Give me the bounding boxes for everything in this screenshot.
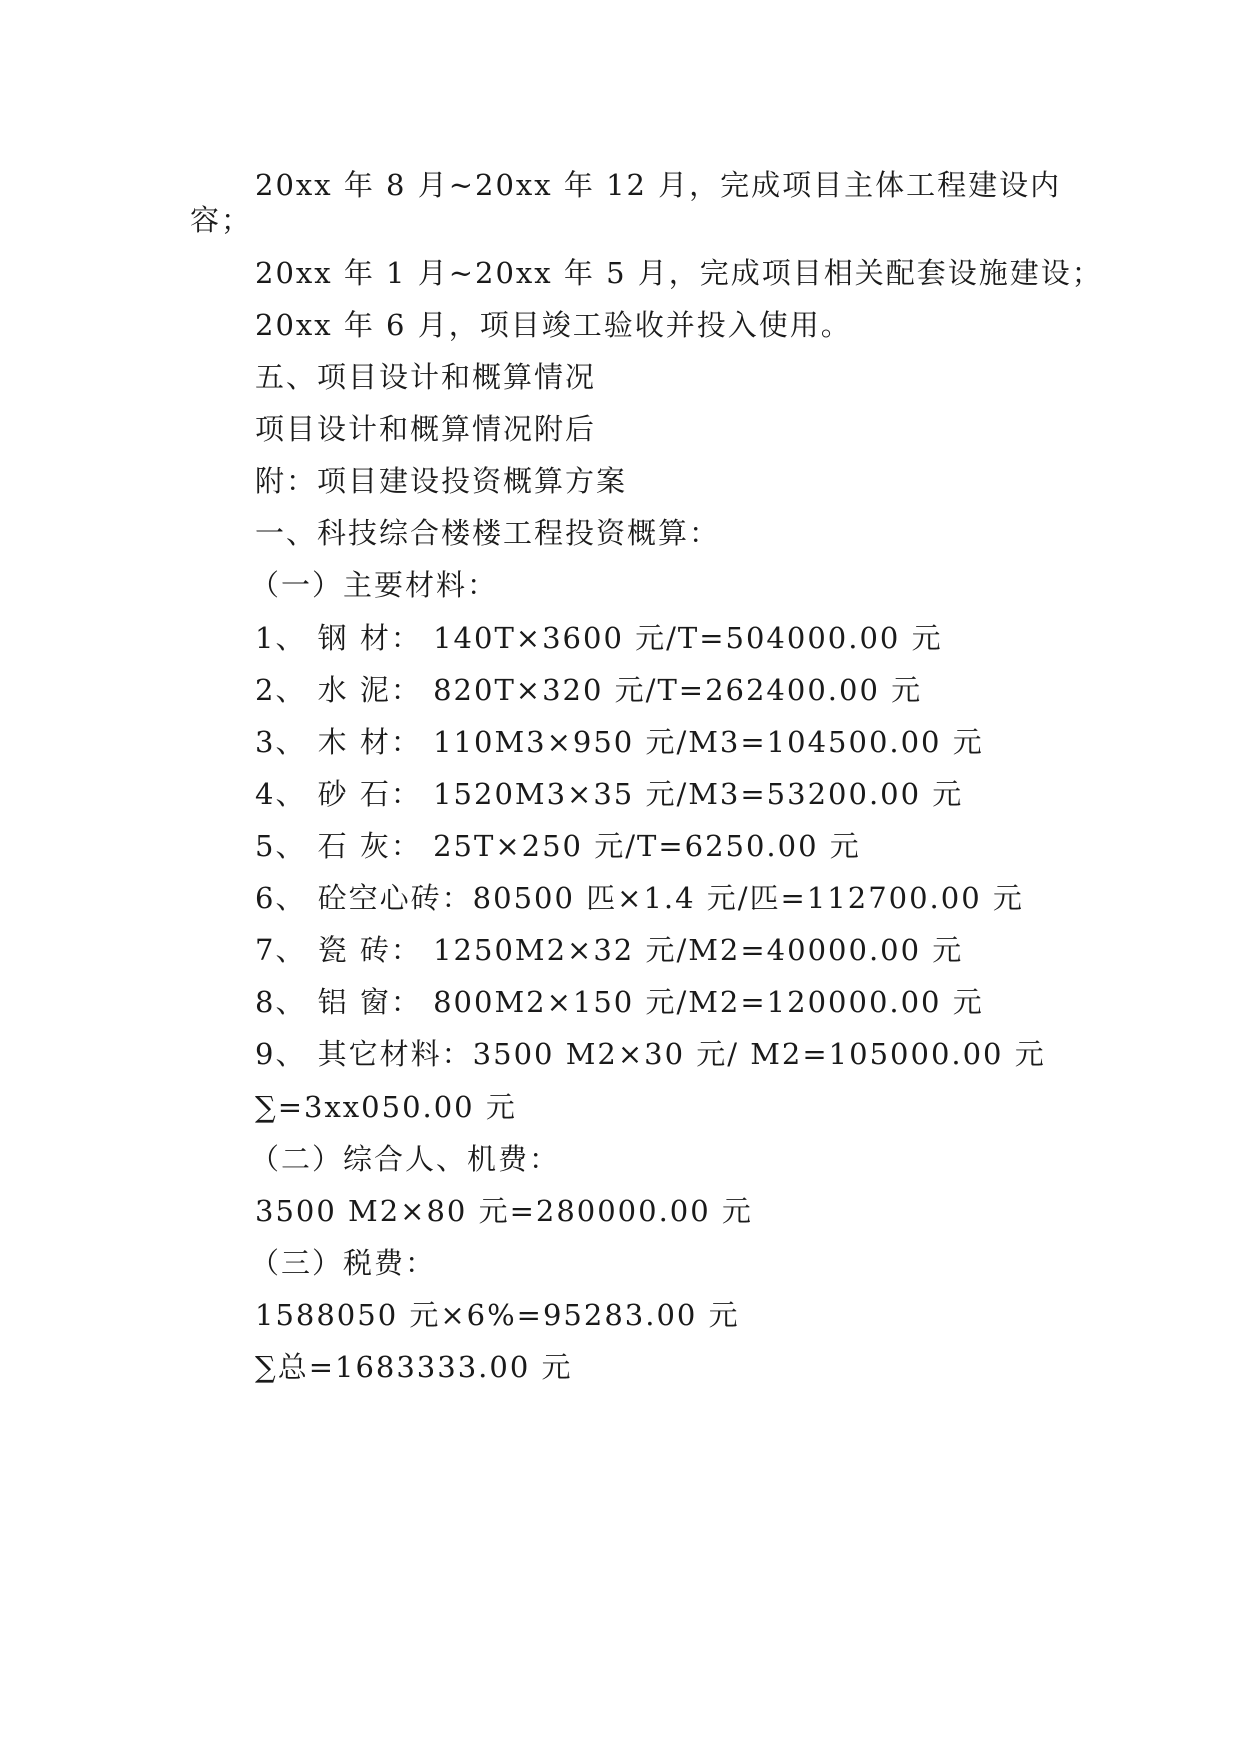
labor-calc: 3500 M2×80 元=280000.00 元: [255, 1194, 753, 1228]
section5-heading: 五、项目设计和概算情况: [255, 360, 597, 394]
tax-heading: （三）税费：: [250, 1246, 437, 1280]
material-item: 5、 石 灰： 25T×250 元/T=6250.00 元: [255, 829, 861, 863]
tax-calc: 1588050 元×6%=95283.00 元: [255, 1298, 740, 1332]
material-item: 7、 瓷 砖： 1250M2×32 元/M2=40000.00 元: [255, 933, 964, 967]
material-item: 2、 水 泥： 820T×320 元/T=262400.00 元: [255, 673, 923, 707]
schedule-line-2: 20xx 年 1 月~20xx 年 5 月，完成项目相关配套设施建设；: [255, 256, 1103, 290]
material-item: 6、 砼空心砖：80500 匹×1.4 元/匹=112700.00 元: [255, 881, 1024, 915]
material-item: 9、 其它材料：3500 M2×30 元/ M2=105000.00 元: [255, 1037, 1046, 1071]
materials-sum: ∑=3xx050.00 元: [255, 1090, 517, 1124]
schedule-line-3: 20xx 年 6 月，项目竣工验收并投入使用。: [255, 308, 852, 342]
part1-heading: 一、科技综合楼楼工程投资概算：: [255, 516, 721, 550]
material-item: 1、 钢 材： 140T×3600 元/T=504000.00 元: [255, 621, 943, 655]
material-item: 4、 砂 石： 1520M3×35 元/M3=53200.00 元: [255, 777, 964, 811]
appendix-title: 附：项目建设投资概算方案: [255, 464, 628, 498]
schedule-line-1-cont: 容；: [190, 203, 253, 237]
grand-total: ∑总=1683333.00 元: [255, 1350, 573, 1384]
materials-heading: （一）主要材料：: [250, 568, 499, 602]
labor-heading: （二）综合人、机费：: [250, 1142, 561, 1176]
material-item: 3、 木 材： 110M3×950 元/M3=104500.00 元: [255, 725, 984, 759]
material-item: 8、 铝 窗： 800M2×150 元/M2=120000.00 元: [255, 985, 984, 1019]
section5-text: 项目设计和概算情况附后: [255, 412, 597, 446]
schedule-line-1: 20xx 年 8 月~20xx 年 12 月，完成项目主体工程建设内: [255, 168, 1062, 202]
